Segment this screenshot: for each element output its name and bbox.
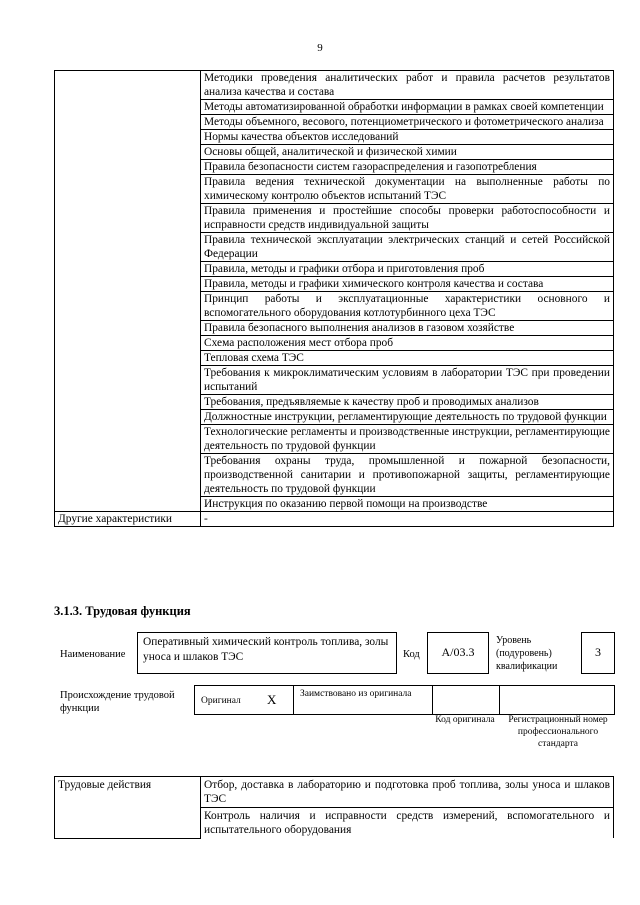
labor-action-item: Контроль наличия и исправности средств измерений, вспомогательного и испытательного оборудования xyxy=(201,808,614,839)
code-original-caption: Код оригинала xyxy=(435,715,495,725)
knowledge-item: Правила ведения технической документации на выполненные работы по химическому контролю объектов испытаний ТЭС xyxy=(201,175,614,204)
borrowed-label: Заимствовано из оригинала xyxy=(300,689,412,699)
knowledge-label-cell xyxy=(55,71,201,512)
knowledge-item: Правила безопасности систем газораспределения и газопотребления xyxy=(201,160,614,175)
name-label: Наименование xyxy=(60,649,126,660)
level-value: 3 xyxy=(595,645,601,659)
knowledge-item: Правила, методы и графики химического контроля качества и состава xyxy=(201,277,614,292)
labor-actions-table xyxy=(54,776,614,839)
labor-action-item: Отбор, доставка в лабораторию и подготовка проб топлива, золы уноса и шлаков ТЭС xyxy=(201,777,614,808)
reg-number-box xyxy=(499,685,615,715)
code-box xyxy=(427,632,489,674)
knowledge-item: Принцип работы и эксплуатационные характеристики основного и вспомогательного оборудования котлотурбинного цеха ТЭС xyxy=(201,292,614,321)
knowledge-item: Методы объемного, весового, потенциометрического и фотометрического анализа xyxy=(201,115,614,130)
code-value: A/03.3 xyxy=(441,645,475,659)
knowledge-item: Должностные инструкции, регламентирующие деятельность по трудовой функции xyxy=(201,410,614,425)
level-box xyxy=(581,632,615,674)
code-label: Код xyxy=(403,649,420,660)
page-number: 9 xyxy=(317,42,323,54)
knowledge-item: Методики проведения аналитических работ и правила расчетов результатов анализа качества и состава xyxy=(201,71,614,100)
borrowed-box xyxy=(293,685,433,715)
original-label: Оригинал xyxy=(201,696,241,706)
knowledge-item: Правила применения и простейшие способы проверки работоспособности и исправности средств индивидуальной защиты xyxy=(201,204,614,233)
knowledge-table xyxy=(54,70,614,527)
knowledge-item: Схема расположения мест отбора проб xyxy=(201,336,614,351)
function-name: Оперативный химический контроль топлива, золы уноса и шлаков ТЭС xyxy=(143,636,389,663)
knowledge-item: Тепловая схема ТЭС xyxy=(201,351,614,366)
knowledge-item: Требования охраны труда, промышленной и пожарной безопасности, производственной санитарии и противопожарной защиты, регламентирующие деятельность по трудовой функции xyxy=(201,454,614,497)
table-row xyxy=(55,777,614,808)
knowledge-item: Требования к микроклиматическим условиям в лаборатории ТЭС при проведении испытаний xyxy=(201,366,614,395)
knowledge-item: Требования, предъявляемые к качеству проб и проводимых анализов xyxy=(201,395,614,410)
other-characteristics-value: - xyxy=(201,512,614,527)
original-box xyxy=(194,685,294,715)
knowledge-item: Методы автоматизированной обработки информации в рамках своей компетенции xyxy=(201,100,614,115)
code-original-box xyxy=(432,685,500,715)
knowledge-item: Правила безопасного выполнения анализов в газовом хозяйстве xyxy=(201,321,614,336)
name-box xyxy=(137,632,397,674)
knowledge-item: Основы общей, аналитической и физической химии xyxy=(201,145,614,160)
origin-label: Происхождение трудовой функции xyxy=(60,690,175,714)
reg-number-caption: Регистрационный номер профессионального стандарта xyxy=(508,715,608,749)
knowledge-item: Нормы качества объектов исследований xyxy=(201,130,614,145)
knowledge-item: Правила, методы и графики отбора и приготовления проб xyxy=(201,262,614,277)
knowledge-item: Технологические регламенты и производственные инструкции, регламентирующие деятельность по трудовой функции xyxy=(201,425,614,454)
knowledge-item: Правила технической эксплуатации электрических станций и сетей Российской Федерации xyxy=(201,233,614,262)
section-heading: 3.1.3. Трудовая функция xyxy=(54,604,191,618)
knowledge-item: Инструкция по оказанию первой помощи на производстве xyxy=(201,497,614,512)
other-characteristics-label: Другие характеристики xyxy=(55,512,201,527)
original-mark: X xyxy=(267,692,277,707)
table-row xyxy=(55,71,614,100)
table-row xyxy=(55,512,614,527)
level-label: Уровень (подуровень) квалификации xyxy=(496,635,558,672)
labor-actions-label: Трудовые действия xyxy=(55,777,201,839)
